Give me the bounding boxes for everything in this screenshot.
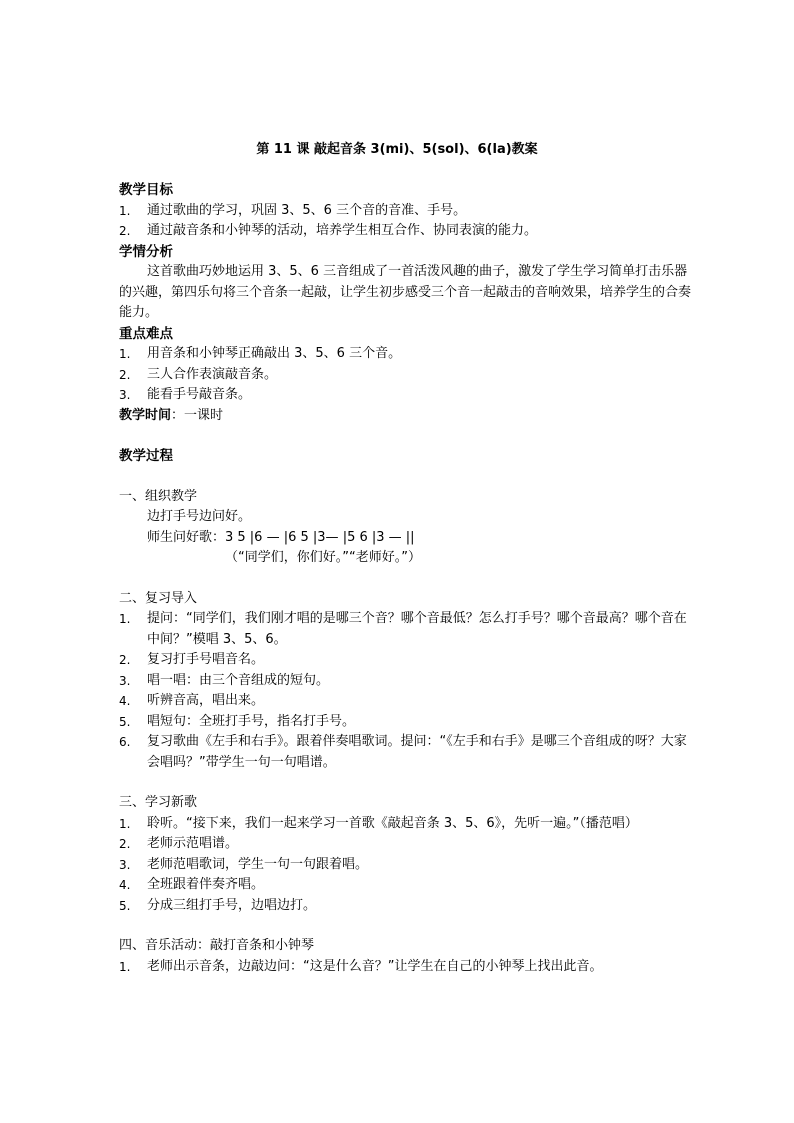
section-2-heading: 二、复习导入 [119,590,198,606]
list-item [119,732,694,773]
section-1-line: （“同学们，你们好。”“老师好。”） [225,550,421,565]
list-item [119,896,694,917]
list-number: 1. [119,347,131,361]
teaching-time-value: ：一课时 [171,407,224,423]
list-number: 2. [119,837,131,851]
list-item [119,855,694,876]
list-number: 4. [119,694,131,708]
list-text: 聆听。“接下来，我们一起来学习一首歌《敲起音条 3、5、6》，先听一遍。”（播范唱） [147,815,638,831]
list-number: 3. [119,388,131,402]
process-heading: 教学过程 [119,448,173,464]
list-item [119,671,694,692]
list-item [119,201,694,222]
list-number: 2. [119,224,131,238]
list-number: 1. [119,959,131,974]
analysis-heading: 学情分析 [119,243,173,260]
list-text: 复习打手号唱音名。 [147,652,265,667]
list-number: 6. [119,735,131,749]
list-text: 分成三组打手号，边唱边打。 [147,897,317,913]
list-item [119,834,694,855]
list-text: 能看手号敲音条。 [147,387,252,402]
analysis-paragraph: 这首歌曲巧妙地运用 3、5、6 三音组成了一首活泼风趣的曲子，激发了学生学习简单打击乐器的兴趣，第四乐句将三个音条一起敲，让学生初步感受三个音一起敲击的音响效果，培养学生的合奏能力。 [119,264,692,320]
key-points-heading: 重点难点 [119,325,173,342]
list-text: 提问：“同学们，我们刚才唱的是哪三个音？哪个音最低？怎么打手号？哪个音最高？哪个音在中间？”模唱 3、5、6。 [147,611,687,647]
spacer [119,773,694,793]
list-number: 2. [119,367,131,382]
list-text: 老师示范唱谱。 [147,836,239,851]
list-text: 三人合作表演敲音条。 [147,366,278,382]
list-item [119,875,694,896]
list-item [119,712,694,733]
list-text: 听辨音高，唱出来。 [147,693,265,708]
list-number: 3. [119,857,131,872]
document-body [119,180,694,977]
list-text: 通过歌曲的学习，巩固 3、5、6 三个音的音准、手号。 [147,202,467,218]
list-number: 1. [119,816,131,831]
list-item [119,221,694,242]
teaching-time-label: 教学时间 [119,407,172,423]
list-text: 通过敲音条和小钟琴的活动，培养学生相互合作、协同表演的能力。 [147,223,538,238]
document-title: 第 11 课 敲起音条 3(mi)、5(sol)、6(la)教案 [256,142,538,157]
list-item [119,609,694,650]
list-number: 3. [119,673,131,688]
list-text: 用音条和小钟琴正确敲出 3、5、6 三个音。 [147,346,402,361]
list-number: 1. [119,203,131,218]
goals-heading: 教学目标 [119,182,173,198]
spacer [119,426,694,446]
list-text: 唱一唱：由三个音组成的短句。 [147,672,330,688]
list-text: 老师出示音条，边敲边问：“这是什么音？”让学生在自己的小钟琴上找出此音。 [147,958,603,974]
section-3-heading: 三、学习新歌 [119,795,198,810]
list-number: 4. [119,878,131,892]
list-item [119,650,694,671]
spacer [119,916,694,936]
list-text: 老师范唱歌词，学生一句一句跟着唱。 [147,856,369,872]
teaching-time [119,406,694,427]
list-number: 1. [119,612,131,626]
list-item [119,344,694,365]
list-item [119,957,694,978]
list-item [119,365,694,386]
list-item [119,691,694,712]
section-1-heading: 一、组织教学 [119,488,198,504]
section-1-line: 师生问好歌：3 5 |6 — |6 5 |3— |5 6 |3 — || [147,529,415,545]
list-item [119,385,694,406]
list-text: 全班跟着伴奏齐唱。 [147,877,265,892]
list-number: 5. [119,898,131,913]
section-4-heading: 四、音乐活动：敲打音条和小钟琴 [119,938,315,953]
list-text: 复习歌曲《左手和右手》。跟着伴奏唱歌词。提问：“《左手和右手》是哪三个音组成的呀？大家会唱吗？”带学生一句一句唱谱。 [147,734,687,770]
list-text: 唱短句：全班打手号，指名打手号。 [147,713,356,729]
spacer [119,569,694,589]
section-1-line: 边打手号边问好。 [147,509,252,524]
spacer [119,467,694,487]
list-item [119,814,694,835]
list-number: 5. [119,714,131,729]
list-number: 2. [119,653,131,667]
